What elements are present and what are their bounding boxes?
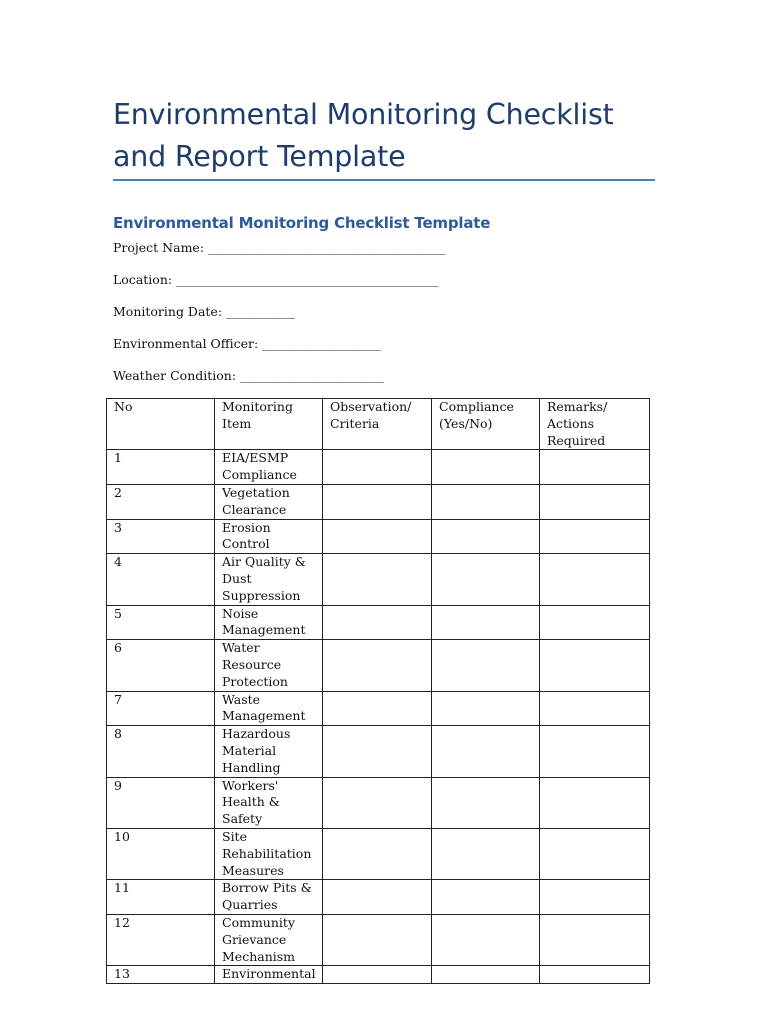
- table-row: [107, 880, 650, 915]
- remarks-cell[interactable]: [540, 726, 650, 777]
- monitoring-item: Workers' Health & Safety: [215, 777, 323, 828]
- remarks-cell[interactable]: [540, 914, 650, 965]
- table-row: [107, 484, 650, 519]
- observation-cell[interactable]: [323, 966, 432, 984]
- row-number: 6: [107, 640, 215, 691]
- remarks-cell[interactable]: [540, 450, 650, 485]
- observation-cell[interactable]: [323, 880, 432, 915]
- row-number: 7: [107, 691, 215, 726]
- compliance-cell[interactable]: [432, 605, 540, 640]
- field-label: Monitoring Date:: [113, 304, 223, 319]
- observation-cell[interactable]: [323, 828, 432, 879]
- remarks-cell[interactable]: [540, 828, 650, 879]
- row-number: 10: [107, 828, 215, 879]
- monitoring-item: Environmental: [215, 966, 323, 984]
- monitoring-item: Borrow Pits & Quarries: [215, 880, 323, 915]
- remarks-cell[interactable]: [540, 691, 650, 726]
- row-number: 2: [107, 484, 215, 519]
- remarks-cell[interactable]: [540, 605, 650, 640]
- monitoring-item: Community Grievance Mechanism: [215, 914, 323, 965]
- field-label: Environmental Officer:: [113, 336, 259, 351]
- row-number: 5: [107, 605, 215, 640]
- monitoring-item: Erosion Control: [215, 519, 323, 554]
- document-title-line-1: Environmental Monitoring Checklist: [113, 98, 614, 131]
- table-row: [107, 777, 650, 828]
- remarks-cell[interactable]: [540, 640, 650, 691]
- monitoring-item: Air Quality & Dust Suppression: [215, 554, 323, 605]
- title-underline-divider: [113, 179, 655, 181]
- row-number: 13: [107, 966, 215, 984]
- compliance-cell[interactable]: [432, 914, 540, 965]
- monitoring-item: EIA/ESMP Compliance: [215, 450, 323, 485]
- table-header-row: [107, 399, 650, 450]
- field-monitoring-date: [113, 304, 295, 320]
- table-row: [107, 605, 650, 640]
- field-blank: __________________________________________: [176, 272, 439, 287]
- table-row: [107, 966, 650, 984]
- remarks-cell[interactable]: [540, 966, 650, 984]
- table-row: [107, 691, 650, 726]
- table-row: [107, 554, 650, 605]
- row-number: 4: [107, 554, 215, 605]
- observation-cell[interactable]: [323, 914, 432, 965]
- section-heading: Environmental Monitoring Checklist Template: [113, 214, 491, 232]
- field-environmental-officer: [113, 336, 381, 352]
- monitoring-item: Noise Management: [215, 605, 323, 640]
- document-title-line-2: and Report Template: [113, 140, 406, 173]
- field-label: Weather Condition:: [113, 368, 237, 383]
- monitoring-item: Hazardous Material Handling: [215, 726, 323, 777]
- observation-cell[interactable]: [323, 605, 432, 640]
- header-remarks: Remarks/ Actions Required: [540, 399, 650, 450]
- compliance-cell[interactable]: [432, 777, 540, 828]
- field-project-name: [113, 240, 446, 256]
- compliance-cell[interactable]: [432, 880, 540, 915]
- compliance-cell[interactable]: [432, 519, 540, 554]
- header-monitoring-item: Monitoring Item: [215, 399, 323, 450]
- observation-cell[interactable]: [323, 450, 432, 485]
- observation-cell[interactable]: [323, 777, 432, 828]
- field-label: Project Name:: [113, 240, 205, 255]
- field-label: Location:: [113, 272, 173, 287]
- observation-cell[interactable]: [323, 484, 432, 519]
- field-location: [113, 272, 439, 288]
- observation-cell[interactable]: [323, 640, 432, 691]
- checklist-table: [106, 398, 650, 984]
- row-number: 3: [107, 519, 215, 554]
- table-row: [107, 726, 650, 777]
- compliance-cell[interactable]: [432, 966, 540, 984]
- header-observation: Observation/ Criteria: [323, 399, 432, 450]
- row-number: 12: [107, 914, 215, 965]
- document-title: [113, 94, 673, 178]
- table-row: [107, 914, 650, 965]
- table-row: [107, 450, 650, 485]
- header-compliance: Compliance (Yes/No): [432, 399, 540, 450]
- compliance-cell[interactable]: [432, 640, 540, 691]
- monitoring-item: Vegetation Clearance: [215, 484, 323, 519]
- observation-cell[interactable]: [323, 691, 432, 726]
- compliance-cell[interactable]: [432, 691, 540, 726]
- table-row: [107, 640, 650, 691]
- field-blank: ___________________: [262, 336, 381, 351]
- compliance-cell[interactable]: [432, 450, 540, 485]
- table-row: [107, 828, 650, 879]
- remarks-cell[interactable]: [540, 554, 650, 605]
- field-blank: ______________________________________: [208, 240, 446, 255]
- remarks-cell[interactable]: [540, 880, 650, 915]
- field-blank: _______________________: [240, 368, 384, 383]
- observation-cell[interactable]: [323, 554, 432, 605]
- observation-cell[interactable]: [323, 519, 432, 554]
- field-blank: ___________: [226, 304, 295, 319]
- compliance-cell[interactable]: [432, 828, 540, 879]
- row-number: 11: [107, 880, 215, 915]
- header-no: No: [107, 399, 215, 450]
- row-number: 1: [107, 450, 215, 485]
- compliance-cell[interactable]: [432, 726, 540, 777]
- field-weather-condition: [113, 368, 384, 384]
- compliance-cell[interactable]: [432, 554, 540, 605]
- monitoring-item: Water Resource Protection: [215, 640, 323, 691]
- observation-cell[interactable]: [323, 726, 432, 777]
- remarks-cell[interactable]: [540, 519, 650, 554]
- row-number: 8: [107, 726, 215, 777]
- monitoring-item: Waste Management: [215, 691, 323, 726]
- remarks-cell[interactable]: [540, 484, 650, 519]
- monitoring-item: Site Rehabilitation Measures: [215, 828, 323, 879]
- compliance-cell[interactable]: [432, 484, 540, 519]
- table-row: [107, 519, 650, 554]
- row-number: 9: [107, 777, 215, 828]
- remarks-cell[interactable]: [540, 777, 650, 828]
